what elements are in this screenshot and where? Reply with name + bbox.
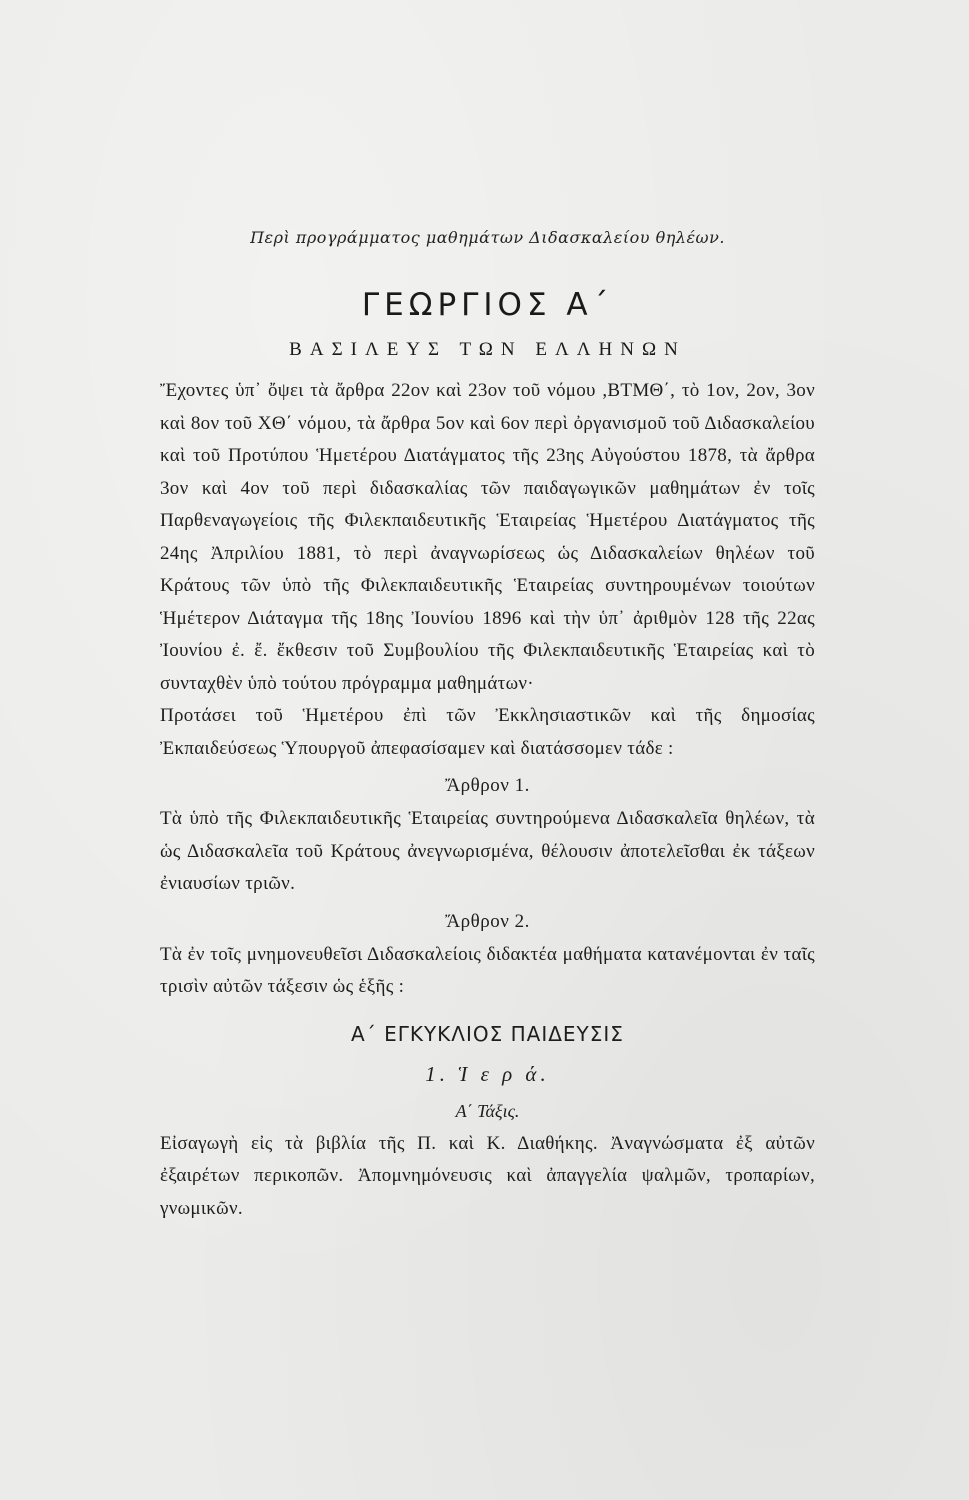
section-heading: Α΄ ΕΓΚΥΚΛΙΟΣ ΠΑΙΔΕΥΣΙΣ bbox=[351, 1021, 624, 1046]
header-note: Περὶ προγράμματος μαθημάτων Διδασκαλείου θηλέων. bbox=[250, 228, 725, 247]
king-title: ΓΕΩΡΓΙΟΣ Α΄ bbox=[361, 287, 614, 323]
article-2-text: Τὰ ἐν τοῖς μνημονευθεῖσι Διδασκαλείοις διδακτέα μαθήματα κατανέμονται ἐν ταῖς τρισὶν αὐτῶν τάξεσιν ὡς ἑξῆς : bbox=[160, 943, 815, 997]
document-body bbox=[160, 228, 815, 1225]
article-2-heading: Ἄρθρον 2. bbox=[445, 910, 530, 932]
class-text: Εἰσαγωγὴ εἰς τὰ βιβλία τῆς Π. καὶ Κ. Διαθήκης. Ἀναγνώσματα ἐξ αὐτῶν ἐξαιρέτων περικοπῶν. Ἀπομνημόνευσις καὶ ἀπαγγελία ψαλμῶν, τροπαρίων, γνωμικῶν. bbox=[160, 1132, 815, 1219]
class-heading: Α΄ Τάξις. bbox=[455, 1100, 520, 1121]
article-1-text: Τὰ ὑπὸ τῆς Φιλεκπαιδευτικῆς Ἑταιρείας συντηρούμενα Διδασκαλεῖα θηλέων, τὰ ὡς Διδασκαλεῖα τοῦ Κράτους ἀνεγνωρισμένα, θέλουσιν ἀποτελεῖσθαι ἐκ τάξεων ἐνιαυσίων τριῶν. bbox=[160, 808, 815, 894]
preamble-paragraph: Ἔχοντες ὑπ᾽ ὄψει τὰ ἄρθρα 22ον καὶ 23ον τοῦ νόμου ,ΒΤΜΘ΄, τὸ 1ον, 2ον, 3ον καὶ 8ον τοῦ ΧΘ΄ νόμου, τὰ ἄρθρα 5ον καὶ 6ον περὶ ὀργανισμοῦ τοῦ Διδασκαλείου καὶ τοῦ Προτύπου Ἡμετέρου Διατάγματος τῆς 23ης Αὐγούστου 1878, τὰ ἄρθρα 3ον καὶ 4ον τοῦ περὶ διδασκαλίας τῶν παιδαγωγικῶν μαθημάτων ἐν τοῖς Παρθεναγωγείοις τῆς Φιλεκπαιδευτικῆς Ἑταιρείας Ἡμετέρου Διατάγματος τῆς 24ης Ἀπριλίου 1881, τὸ περὶ ἀναγνωρίσεως ὡς Διδασκαλείων θηλέων τοῦ Κράτους τῶν ὑπὸ τῆς Φιλεκπαιδευτικῆς Ἑταιρείας συντηρουμένων τοιούτων Ἡμέτερον Διάταγμα τῆς 18ης Ἰουνίου 1896 καὶ τὴν ὑπ᾽ ἀριθμὸν 128 τῆς 22ας Ἰουνίου ἐ. ἔ. ἔκθεσιν τοῦ Συμβουλίου τῆς Φιλεκπαιδευτικῆς Ἑταιρείας καὶ τὸ συνταχθὲν ὑπὸ τούτου πρόγραμμα μαθημάτων· bbox=[160, 380, 815, 694]
proposal-paragraph: Προτάσει τοῦ Ἡμετέρου ἐπὶ τῶν Ἐκκλησιαστικῶν καὶ τῆς δημοσίας Ἐκπαιδεύσεως Ὑπουργοῦ ἀπεφασίσαμεν καὶ διατάσσομεν τάδε : bbox=[160, 705, 815, 759]
subject-heading: 1. Ἱ ε ρ ά. bbox=[425, 1061, 550, 1086]
article-1-heading: Ἄρθρον 1. bbox=[445, 775, 530, 796]
king-subtitle: ΒΑΣΙΛΕΥΣ ΤΩΝ ΕΛΛΗΝΩΝ bbox=[289, 339, 686, 360]
